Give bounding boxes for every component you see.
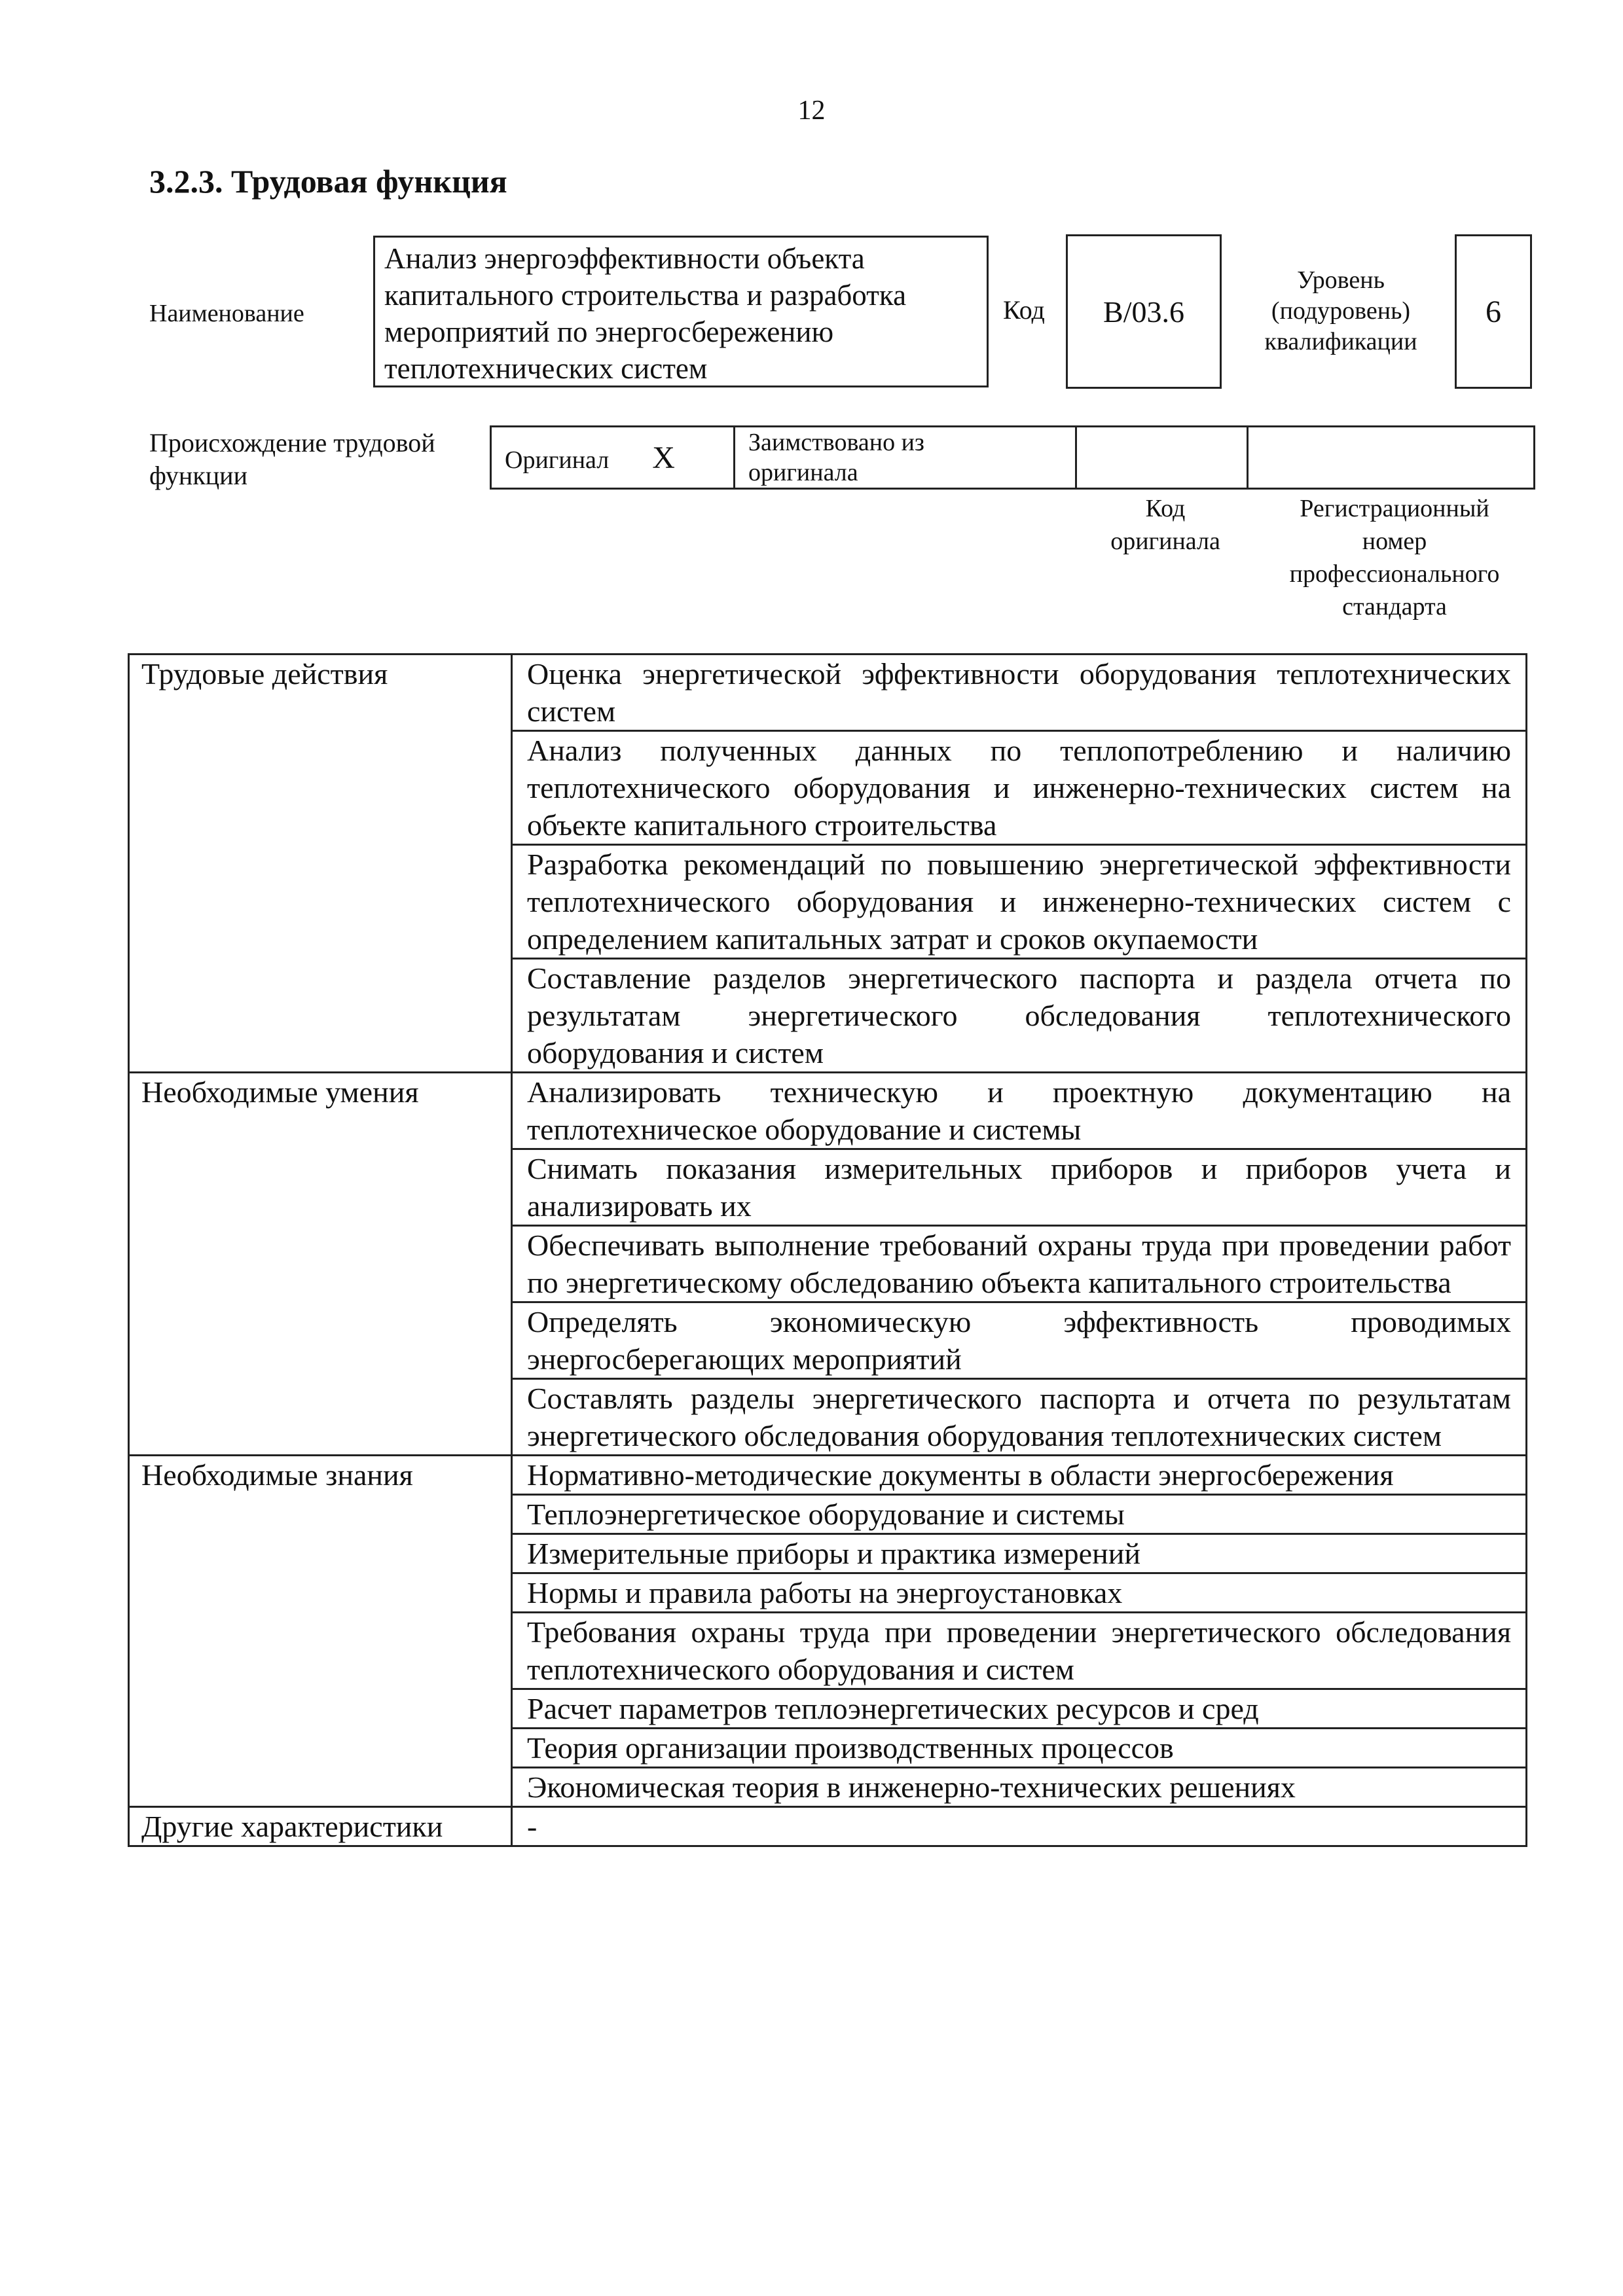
registration-number-cell (1248, 427, 1535, 489)
original-code-caption (1080, 492, 1250, 558)
table-cell: Нормативно-методические документы в области энергосбережения (512, 1456, 1527, 1495)
table-cell: Экономическая теория в инженерно-технических решениях (512, 1768, 1527, 1807)
table-row (129, 1807, 1527, 1846)
function-name-box (373, 236, 989, 387)
original-code-cell (1076, 427, 1248, 489)
category-labor-actions: Трудовые действия (129, 655, 512, 1073)
caption-line: оригинала (1110, 528, 1220, 555)
category-other-characteristics: Другие характеристики (129, 1807, 512, 1846)
table-cell: Требования охраны труда при проведении энергетического обследования теплотехнического оборудования и систем (512, 1613, 1527, 1689)
page-number: 12 (797, 96, 826, 126)
qualification-level-value: 6 (1455, 234, 1532, 389)
table-cell: Обеспечивать выполнение требований охраны труда при проведении работ по энергетическому обследованию объекта капитального строительства (512, 1226, 1527, 1302)
function-name-line: теплотехнических систем (384, 352, 708, 385)
borrowed-line: Заимствовано из (748, 429, 924, 456)
table-cell: Анализировать техническую и проектную документацию на теплотехническое оборудование и системы (512, 1073, 1527, 1149)
table-cell: Теория организации производственных процессов (512, 1729, 1527, 1768)
table-cell: Составлять разделы энергетического паспорта и отчета по результатам энергетического обследования оборудования теплотехнических систем (512, 1379, 1527, 1456)
name-label: Наименование (149, 300, 304, 327)
table-row (129, 1073, 1527, 1149)
registration-number-caption (1264, 492, 1525, 623)
table-row (129, 655, 1527, 731)
code-label: Код (1003, 295, 1045, 325)
table-cell: Разработка рекомендаций по повышению энергетической эффективности теплотехнического оборудования и инженерно-технических систем с определением капитальных затрат и сроков окупаемости (512, 845, 1527, 959)
function-name-line: мероприятий по энергосбережению (384, 315, 834, 348)
origin-label (149, 427, 435, 492)
section-title: 3.2.3. Трудовая функция (149, 163, 507, 200)
original-mark: X (652, 440, 675, 475)
table-cell: Теплоэнергетическое оборудование и системы (512, 1495, 1527, 1534)
caption-line: стандарта (1342, 593, 1447, 620)
original-cell (491, 427, 735, 489)
level-label-line: квалификации (1264, 328, 1417, 355)
origin-label-line: Происхождение трудовой (149, 428, 435, 457)
level-label-line: Уровень (1297, 266, 1385, 294)
code-value: B/03.6 (1066, 234, 1222, 389)
category-required-knowledge: Необходимые знания (129, 1456, 512, 1807)
qualification-level-label (1236, 265, 1446, 357)
table-cell: Измерительные приборы и практика измерений (512, 1534, 1527, 1573)
function-name-line: Анализ энергоэффективности объекта (384, 242, 865, 275)
table-row (129, 1456, 1527, 1495)
table-cell: Снимать показания измерительных приборов и приборов учета и анализировать их (512, 1149, 1527, 1226)
origin-table (490, 425, 1535, 490)
level-label-line: (подуровень) (1271, 297, 1411, 325)
borrowed-line: оригинала (748, 459, 858, 486)
caption-line: номер (1362, 528, 1427, 555)
table-cell: Расчет параметров теплоэнергетических ресурсов и сред (512, 1689, 1527, 1729)
original-label: Оригинал (505, 446, 610, 474)
table-cell: Определять экономическую эффективность проводимых энергосберегающих мероприятий (512, 1302, 1527, 1379)
origin-label-line: функции (149, 461, 247, 490)
table-cell: Анализ полученных данных по теплопотреблению и наличию теплотехнического оборудования и инженерно-технических систем на объекте капитального строительства (512, 731, 1527, 845)
caption-line: профессионального (1289, 560, 1500, 588)
table-cell: Нормы и правила работы на энергоустановках (512, 1573, 1527, 1613)
table-cell: Составление разделов энергетического паспорта и раздела отчета по результатам энергетического обследования теплотехнического оборудования и систем (512, 959, 1527, 1073)
borrowed-cell (735, 427, 1076, 489)
function-name-line: капитального строительства и разработка (384, 279, 907, 312)
caption-line: Регистрационный (1300, 495, 1489, 522)
table-cell: - (512, 1807, 1527, 1846)
caption-line: Код (1145, 495, 1186, 522)
table-cell: Оценка энергетической эффективности оборудования теплотехнических систем (512, 655, 1527, 731)
function-details-table (128, 653, 1527, 1847)
category-required-skills: Необходимые умения (129, 1073, 512, 1456)
